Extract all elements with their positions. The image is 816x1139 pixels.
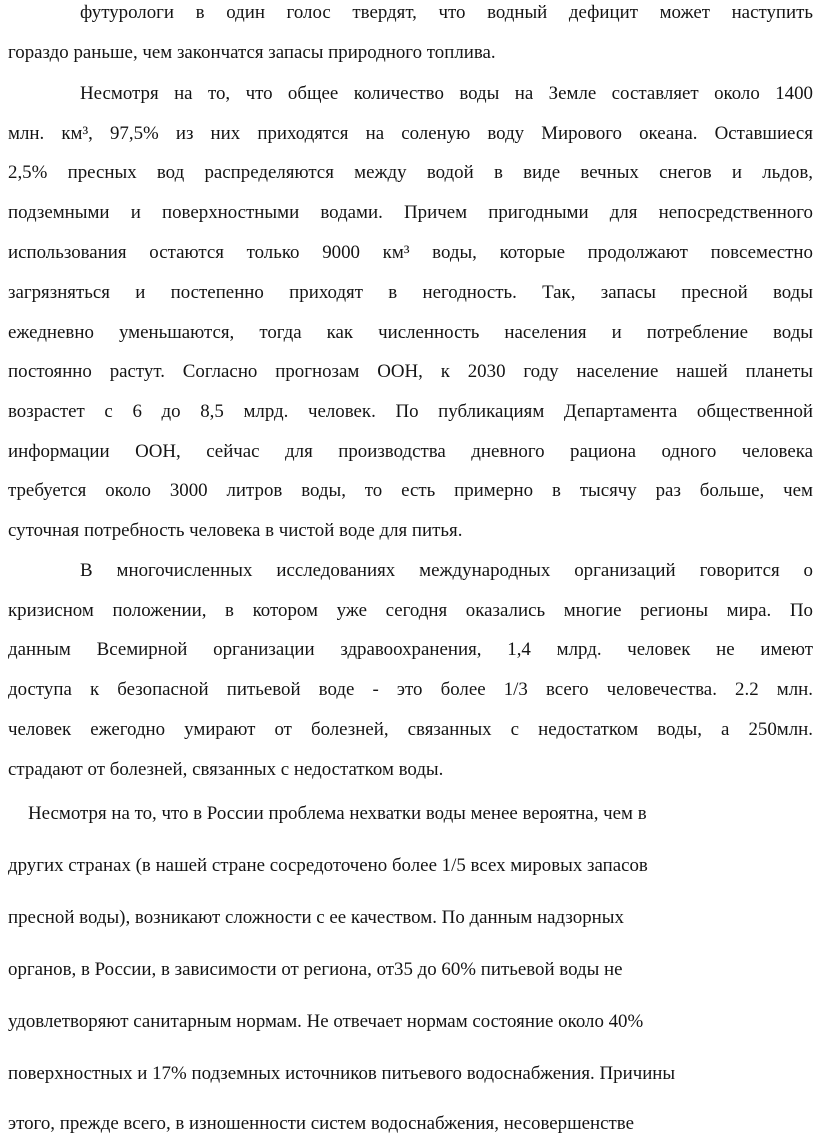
text-line: требуется около 3000 литров воды, то есть примерно в тысячу раз больше, чем xyxy=(8,480,813,501)
text-line: 2,5% пресных вод распределяются между водой в виде вечных снегов и льдов, xyxy=(8,162,813,183)
text-line: информации ООН, сейчас для производства дневного рациона одного человека xyxy=(8,441,813,462)
text-line: кризисном положении, в котором уже сегодня оказались многие регионы мира. По xyxy=(8,600,813,621)
text-line: футурологи в один голос твердят, что водный дефицит может наступить xyxy=(80,2,813,23)
text-line: других странах (в нашей стране сосредоточено более 1/5 всех мировых запасов xyxy=(8,855,648,876)
text-line: удовлетворяют санитарным нормам. Не отвечает нормам состояние около 40% xyxy=(8,1011,644,1032)
text-line: гораздо раньше, чем закончатся запасы природного топлива. xyxy=(8,42,496,63)
text-line: млн. км³, 97,5% из них приходятся на соленую воду Мирового океана. Оставшиеся xyxy=(8,123,813,144)
text-line: страдают от болезней, связанных с недостатком воды. xyxy=(8,759,444,780)
text-line: этого, прежде всего, в изношенности систем водоснабжения, несовершенстве xyxy=(8,1113,635,1134)
text-line: данным Всемирной организации здравоохранения, 1,4 млрд. человек не имеют xyxy=(8,639,813,660)
text-line: суточная потребность человека в чистой воде для питья. xyxy=(8,520,463,541)
text-line: Несмотря на то, что общее количество воды на Земле составляет около 1400 xyxy=(80,83,813,104)
text-line: возрастет с 6 до 8,5 млрд. человек. По публикациям Департамента общественной xyxy=(8,401,813,422)
text-line: загрязняться и постепенно приходят в негодность. Так, запасы пресной воды xyxy=(8,282,813,303)
text-line: подземными и поверхностными водами. Причем пригодными для непосредственного xyxy=(8,202,813,223)
text-line: использования остаются только 9000 км³ воды, которые продолжают повсеместно xyxy=(8,242,813,263)
text-line: ежедневно уменьшаются, тогда как численность населения и потребление воды xyxy=(8,322,813,343)
text-line: поверхностных и 17% подземных источников питьевого водоснабжения. Причины xyxy=(8,1063,676,1084)
text-line: Несмотря на то, что в России проблема нехватки воды менее вероятна, чем в xyxy=(28,803,647,824)
text-line: человек ежегодно умирают от болезней, связанных с недостатком воды, а 250млн. xyxy=(8,719,813,740)
text-line: доступа к безопасной питьевой воде - это более 1/3 всего человечества. 2.2 млн. xyxy=(8,679,813,700)
text-line: пресной воды), возникают сложности с ее качеством. По данным надзорных xyxy=(8,907,624,928)
text-line: В многочисленных исследованиях международных организаций говорится о xyxy=(80,560,813,581)
text-line: постоянно растут. Согласно прогнозам ООН, к 2030 году население нашей планеты xyxy=(8,361,813,382)
text-line: органов, в России, в зависимости от региона, от35 до 60% питьевой воды не xyxy=(8,959,623,980)
